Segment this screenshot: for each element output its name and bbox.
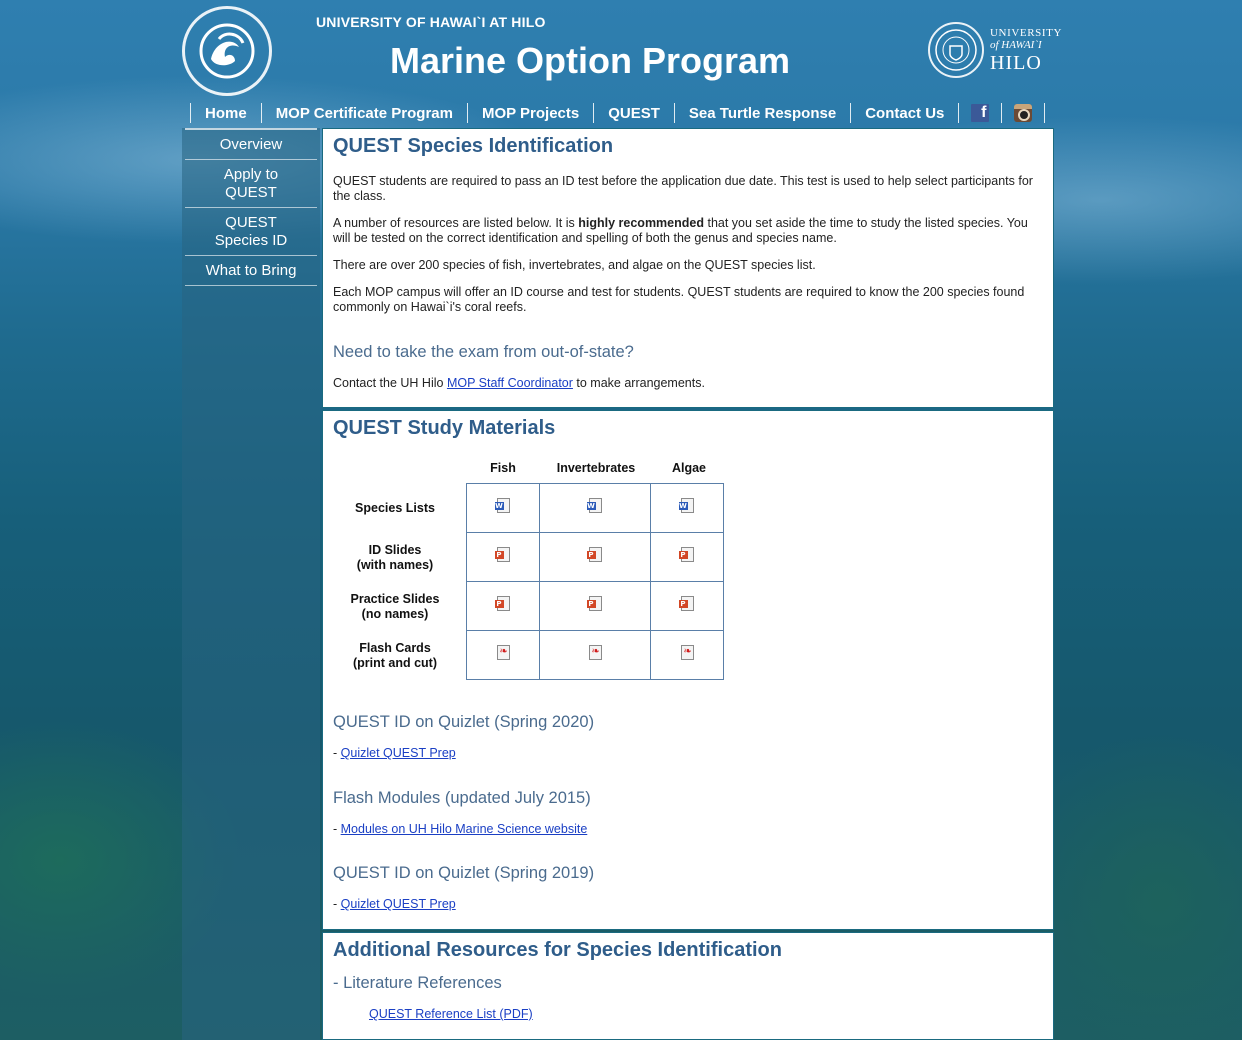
table-cell: [651, 631, 724, 680]
table-cell: [540, 582, 651, 631]
powerpoint-icon[interactable]: P: [589, 596, 602, 611]
bold-text: highly recommended: [578, 216, 704, 230]
sidebar-item-species-id[interactable]: [185, 208, 317, 256]
table-cell: [651, 533, 724, 582]
link-line: [333, 897, 1033, 912]
panel-title: QUEST Study Materials: [333, 417, 556, 439]
column-header-fish: Fish: [490, 461, 516, 475]
text-span: -: [333, 822, 341, 836]
species-count-paragraph: There are over 200 species of fish, invertebrates, and algae on the QUEST species list.: [333, 258, 816, 272]
table-row: [467, 631, 724, 680]
species-id-panel: [322, 128, 1054, 408]
facebook-link[interactable]: [959, 104, 1001, 122]
nav-sea-turtle[interactable]: Sea Turtle Response: [688, 104, 837, 122]
powerpoint-icon[interactable]: P: [589, 547, 602, 562]
additional-resources-panel: [322, 932, 1054, 1040]
uh-wordmark-line2: of HAWAI`I: [990, 39, 1042, 51]
sidebar: [182, 128, 320, 1040]
sidebar-item-label: QUEST Species ID: [214, 214, 288, 249]
row-sublabel: (with names): [356, 558, 434, 572]
text-span: Contact the UH Hilo: [333, 376, 447, 390]
powerpoint-icon[interactable]: P: [681, 596, 694, 611]
materials-table: [333, 457, 733, 697]
table-cell: [540, 533, 651, 582]
row-header-species-lists: [343, 501, 447, 516]
row-label: Species Lists: [355, 501, 435, 515]
pdf-icon[interactable]: ❧: [589, 645, 602, 660]
sidebar-item-overview[interactable]: Overview: [185, 128, 317, 160]
word-doc-icon[interactable]: W: [497, 498, 510, 513]
literature-heading: - Literature References: [333, 974, 502, 992]
column-header-algae: Algae: [671, 461, 707, 475]
link-line: [333, 1007, 1043, 1022]
word-doc-icon[interactable]: W: [589, 498, 602, 513]
wave-icon: [185, 9, 269, 93]
text-span: to make arrangements.: [572, 376, 705, 390]
panel-title: Additional Resources for Species Identification: [333, 939, 782, 961]
mop-logo[interactable]: [182, 6, 272, 96]
table-cell: [467, 631, 540, 680]
campus-paragraph: Each MOP campus will offer an ID course and test for students. QUEST students are required to know the 200 species found commonly on Hawai`i's coral reefs.: [333, 285, 1025, 314]
uh-seal-icon[interactable]: [928, 22, 984, 78]
nav-home[interactable]: Home: [205, 104, 247, 122]
flash-modules-link[interactable]: Modules on UH Hilo Marine Science website: [340, 822, 588, 836]
top-nav: [190, 102, 1045, 124]
instagram-icon: [1014, 104, 1032, 122]
reference-list-link[interactable]: QUEST Reference List (PDF): [369, 1007, 533, 1021]
table-cell: [651, 484, 724, 533]
study-materials-panel: [322, 410, 1054, 930]
nav-mop-certificate[interactable]: MOP Certificate Program: [275, 104, 453, 122]
table-row: [467, 484, 724, 533]
nav-divider: [1044, 103, 1045, 123]
university-line: UNIVERSITY OF HAWAI`I AT HILO: [316, 14, 546, 30]
instagram-link[interactable]: [1002, 104, 1044, 122]
sidebar-item-apply[interactable]: [185, 160, 317, 208]
quizlet-2019-link[interactable]: Quizlet QUEST Prep: [340, 897, 456, 911]
row-label: Practice Slides: [350, 592, 440, 606]
table-cell: [540, 631, 651, 680]
pdf-icon[interactable]: ❧: [497, 645, 510, 660]
column-header-invertebrates: Invertebrates: [556, 461, 636, 475]
section-heading: Flash Modules (updated July 2015): [333, 789, 591, 807]
sidebar-item-label: Apply to QUEST: [223, 166, 279, 201]
text-span: A number of resources are listed below. It is: [333, 216, 579, 230]
panel-title: QUEST Species Identification: [333, 135, 614, 157]
table-cell: [467, 484, 540, 533]
link-line: [333, 746, 1033, 761]
powerpoint-icon[interactable]: P: [497, 547, 510, 562]
uh-wordmark-line3: HILO: [990, 52, 1042, 74]
text-span: that you set aside the time to study the listed species. You will be tested on the correct identification and spelling of both the genus and species name.: [333, 216, 1028, 245]
materials-grid: [466, 483, 724, 680]
staff-coordinator-link[interactable]: MOP Staff Coordinator: [446, 376, 573, 390]
quizlet-2019-section: [333, 864, 1033, 912]
out-of-state-heading: Need to take the exam from out-of-state?: [333, 343, 634, 361]
contact-paragraph: [333, 376, 1043, 391]
table-cell: [540, 484, 651, 533]
link-line: [333, 822, 1033, 837]
text-span: -: [333, 897, 341, 911]
row-sublabel: (print and cut): [352, 656, 437, 670]
row-label: ID Slides: [368, 543, 422, 557]
site-header: [0, 0, 1242, 100]
uh-wordmark-line1: UNIVERSITY: [990, 27, 1062, 39]
table-row: [467, 533, 724, 582]
nav-quest[interactable]: QUEST: [608, 104, 660, 122]
facebook-icon: f: [971, 104, 989, 122]
row-label: Flash Cards: [359, 641, 431, 655]
table-row: [467, 582, 724, 631]
row-header-flash-cards: [343, 641, 447, 671]
row-header-id-slides: [343, 543, 447, 573]
row-sublabel: (no names): [361, 607, 429, 621]
quizlet-2020-link[interactable]: Quizlet QUEST Prep: [340, 746, 456, 760]
recommendation-paragraph: [333, 216, 1043, 246]
sidebar-item-what-to-bring[interactable]: What to Bring: [185, 256, 317, 286]
uh-hilo-wordmark[interactable]: [990, 28, 1062, 73]
word-doc-icon[interactable]: W: [681, 498, 694, 513]
site-title[interactable]: Marine Option Program: [390, 40, 791, 81]
pdf-icon[interactable]: ❧: [681, 645, 694, 660]
section-heading: QUEST ID on Quizlet (Spring 2019): [333, 864, 595, 882]
row-header-practice-slides: [343, 592, 447, 622]
section-heading: QUEST ID on Quizlet (Spring 2020): [333, 713, 595, 731]
table-cell: [651, 582, 724, 631]
table-cell: [467, 533, 540, 582]
nav-contact[interactable]: Contact Us: [865, 104, 945, 122]
table-cell: [467, 582, 540, 631]
text-span: -: [333, 746, 341, 760]
powerpoint-icon[interactable]: P: [681, 547, 694, 562]
nav-mop-projects[interactable]: MOP Projects: [481, 104, 580, 122]
quizlet-2020-section: [333, 713, 1033, 761]
powerpoint-icon[interactable]: P: [497, 596, 510, 611]
intro-paragraph: QUEST students are required to pass an ID test before the application due date. This test is used to help select participants for the class.: [333, 174, 1033, 203]
flash-modules-section: [333, 789, 1033, 837]
